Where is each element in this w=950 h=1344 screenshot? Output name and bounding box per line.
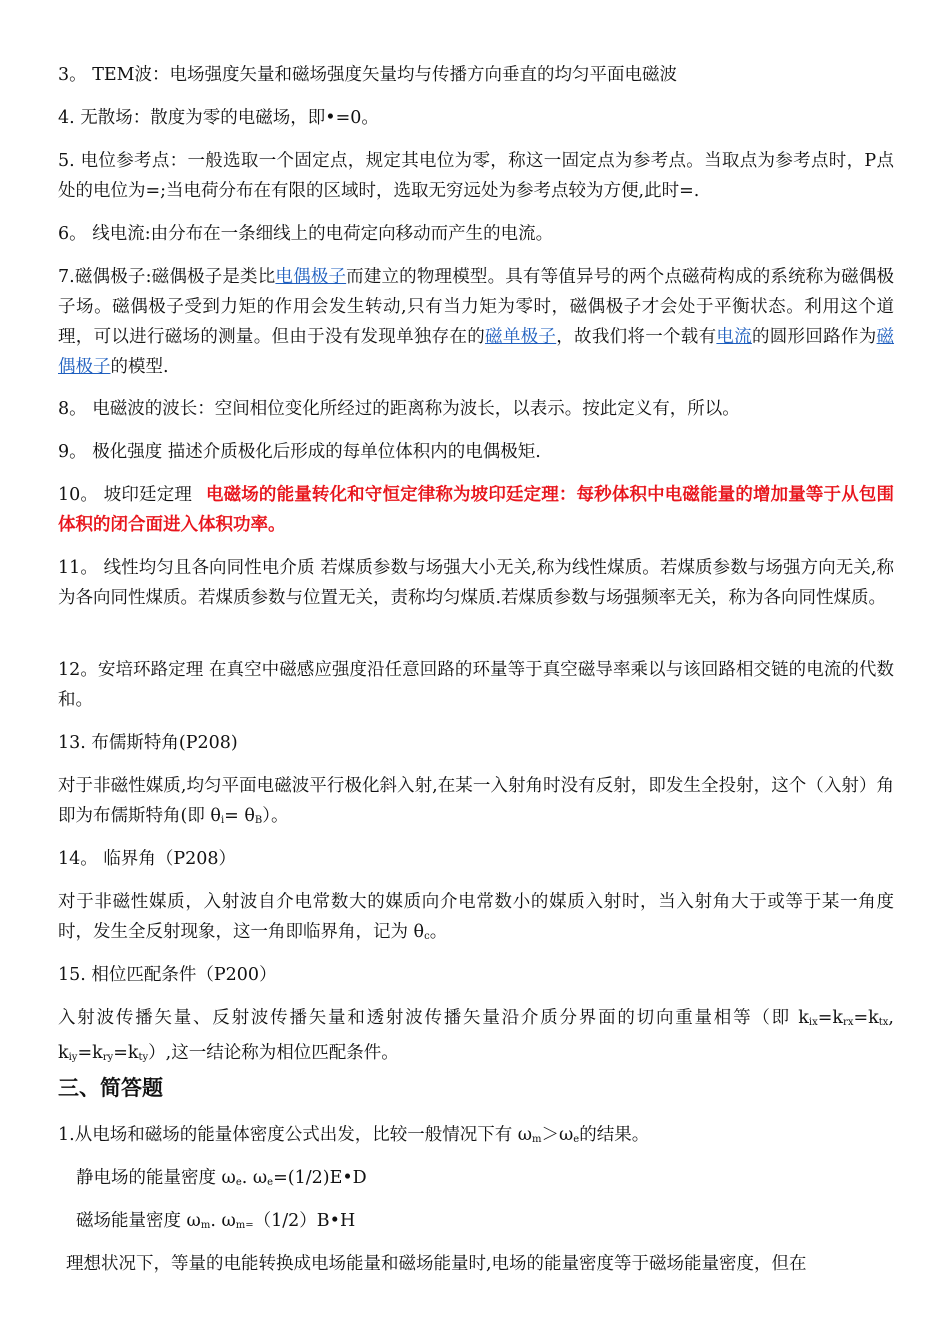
p7-text-e: 的模型. <box>110 357 169 377</box>
p15-text-g: ）,这一结论称为相位匹配条件。 <box>148 1043 399 1063</box>
p15-sub-iy: iy <box>68 1052 78 1063</box>
p7-text-d: 的圆形回路作为 <box>751 327 877 347</box>
p7-text-b: 而建立的物理模型。具有等值异号的两个点磁荷构成的系统称为磁偶极子场。磁偶极子受到力矩的作用会发生转动,只有当力矩为零时，磁偶极子才会处于平衡状态。利用这个道理，可以进行磁场的测量。但由于没有发现单独存在的 <box>58 267 895 347</box>
q1-sub-m: m <box>532 1134 542 1145</box>
p15-sub-rx: rx <box>843 1017 854 1028</box>
l1-text-a: 静电场的能量密度 ω <box>76 1168 236 1188</box>
answer-electric-density <box>76 1163 912 1198</box>
p10-label: 10。 坡印廷定理 <box>58 485 192 505</box>
p14-sub-c: c <box>424 931 430 942</box>
p15-text-b: =k <box>817 1008 844 1028</box>
p13-text-b: = θ <box>224 806 255 826</box>
paragraph-4: 4. 无散场：散度为零的电磁场，即•=0。 <box>58 108 379 128</box>
paragraph-14-body <box>58 887 894 952</box>
p15-text-a: 入射波传播矢量、反射波传播矢量和透射波传播矢量沿介质分界面的切向重量相等（即 k <box>58 1008 809 1028</box>
p7-text-a: 7.磁偶极子:磁偶极子是类比 <box>58 267 276 287</box>
paragraph-10 <box>58 480 894 540</box>
l2-text-c: （1/2）B•H <box>253 1211 356 1231</box>
paragraph-5: 5. 电位参考点：一般选取一个固定点，规定其电位为零，称这一固定点为参考点。当取点为参考点时，P点处的电位为=;当电荷分布在有限的区域时，选取无穷远处为参考点较为方便,此时=. <box>58 151 894 201</box>
q1-text-b: ＞ω <box>541 1125 574 1145</box>
p15-text-c: =k <box>853 1008 879 1028</box>
link-electric-dipole[interactable]: 电偶极子 <box>275 267 347 287</box>
q1-text-c: 的结果。 <box>579 1125 650 1145</box>
poynting-theorem-highlight: 电磁场的能量转化和守恒定律称为坡印廷定理：每秒体积中电磁能量的增加量等于从包围体积的闭合面进入体积功率。 <box>58 485 894 535</box>
paragraph-15-body <box>58 1003 894 1073</box>
l2-text-a: 磁场能量密度 ω <box>76 1211 201 1231</box>
l1-sub-e1: e <box>235 1177 242 1188</box>
paragraph-6: 6。 线电流:由分布在一条细线上的电荷定向移动而产生的电流。 <box>58 224 554 244</box>
q1-text-a: 1.从电场和磁场的能量体密度公式出发，比较一般情况下有 ω <box>58 1125 533 1145</box>
paragraph-13-title: 13. 布儒斯特角(P208) <box>58 733 238 753</box>
link-magnetic-dipole[interactable]: 磁偶极子 <box>58 327 895 377</box>
p15-sub-ry: ry <box>102 1052 114 1063</box>
paragraph-14-title: 14。 临界角（P208） <box>58 849 237 869</box>
paragraph-3: 3。 TEM波：电场强度矢量和磁场强度矢量均与传播方向垂直的均匀平面电磁波 <box>58 65 678 85</box>
l2-text-b: . ω <box>210 1211 236 1231</box>
l1-sub-e2: e <box>267 1177 274 1188</box>
p13-text-c: ）。 <box>262 806 289 826</box>
p15-sub-ix: ix <box>808 1017 818 1028</box>
p13-sub-i: i <box>220 815 225 826</box>
l2-sub-m2: m= <box>235 1220 254 1231</box>
paragraph-12: 12。安培环路定理 在真空中磁感应强度沿任意回路的环量等于真空磁导率乘以与该回路相交链的电流的代数和。 <box>58 660 894 710</box>
l1-text-c: =(1/2)E•D <box>273 1168 367 1188</box>
p14-text-a: 对于非磁性媒质，入射波自介电常数大的媒质向介电常数小的媒质入射时，当入射角大于或等于某一角度时，发生全反射现象，这一角即临界角，记为 θ <box>58 892 894 942</box>
paragraph-7 <box>58 262 894 382</box>
p13-text-a: 对于非磁性媒质,均匀平面电磁波平行极化斜入射,在某一入射角时没有反射，即发生全投射，这个（入射）角即为布儒斯特角(即 θ <box>58 776 894 826</box>
question-1 <box>58 1120 894 1155</box>
p7-text-c: ，故我们将一个载有 <box>556 327 717 347</box>
p15-sub-ty: ty <box>138 1052 149 1063</box>
answer-magnetic-density <box>76 1206 912 1241</box>
p14-text-b: 。 <box>429 922 448 942</box>
q1-sub-e: e <box>573 1134 580 1145</box>
l1-text-b: . ω <box>241 1168 268 1188</box>
p15-sub-tx: tx <box>878 1017 889 1028</box>
l2-sub-m1: m <box>200 1220 211 1231</box>
paragraph-11: 11。 线性均匀且各向同性电介质 若煤质参数与场强大小无关,称为线性煤质。若煤质参数与场强方向无关,称为各向同性煤质。若煤质参数与位置无关，责称均匀煤质.若煤质参数与场强频率无关，称为各向同性煤质。 <box>58 558 894 608</box>
link-current[interactable]: 电流 <box>716 327 752 347</box>
paragraph-9: 9。 极化强度 描述介质极化后形成的每单位体积内的电偶极矩. <box>58 442 541 462</box>
p13-sub-b: B <box>254 815 263 826</box>
answer-explanation: 理想状况下，等量的电能转换成电场能量和磁场能量时,电场的能量密度等于磁场能量密度，但在 <box>66 1254 807 1274</box>
paragraph-8: 8。 电磁波的波长：空间相位变化所经过的距离称为波长，以表示。按此定义有，所以。 <box>58 399 740 419</box>
link-magnetic-monopole[interactable]: 磁单极子 <box>485 327 557 347</box>
p15-text-f: =k <box>113 1043 139 1063</box>
p15-text-e: =k <box>77 1043 103 1063</box>
section-heading: 三、简答题 <box>58 1076 163 1100</box>
paragraph-15-title: 15. 相位匹配条件（P200） <box>58 965 277 985</box>
p15-text-d: , k <box>58 1008 894 1063</box>
paragraph-13-body <box>58 771 894 836</box>
